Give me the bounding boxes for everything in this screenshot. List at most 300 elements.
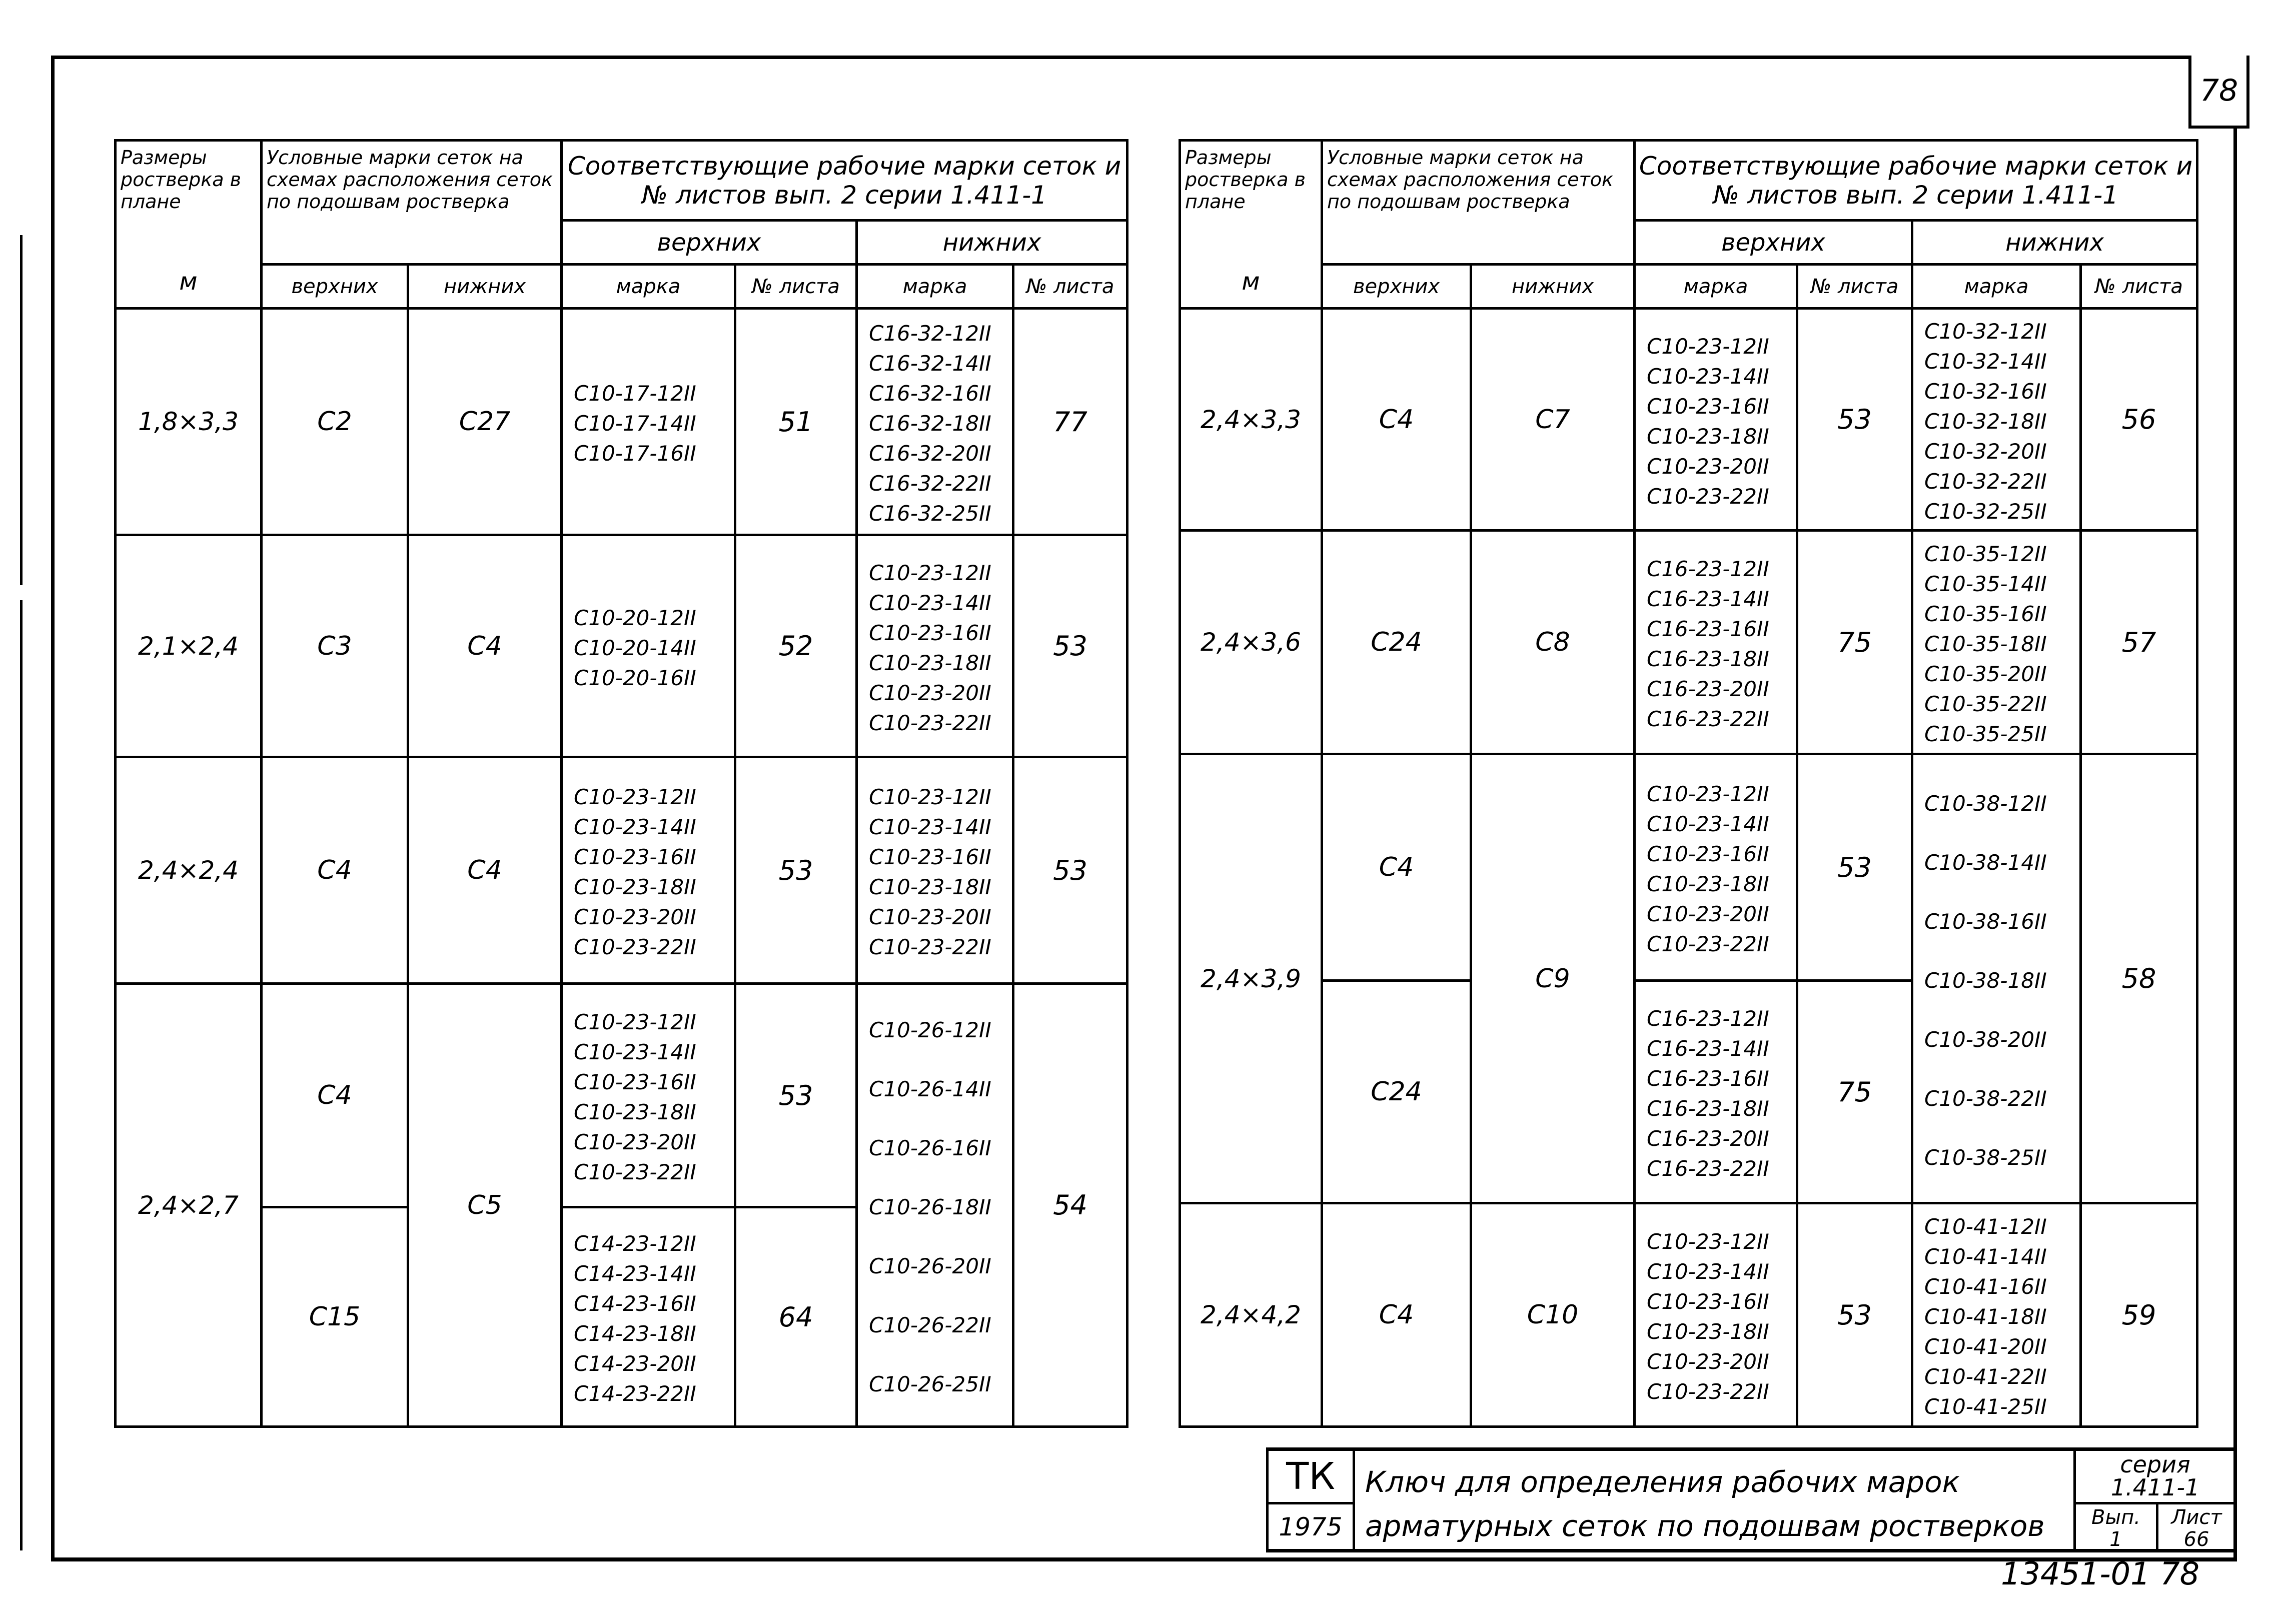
mark-item: С10-35-12II xyxy=(1924,542,2047,566)
upper-sheet: 53 xyxy=(1837,851,1872,883)
mark-list xyxy=(563,599,734,693)
lower-sheet-cell xyxy=(2081,754,2197,1203)
lower-sheet-cell xyxy=(1013,984,1127,1427)
lower-marks-cell xyxy=(857,757,1013,984)
mark-item: С10-23-20II xyxy=(574,1130,696,1154)
mark-list xyxy=(1636,775,1796,959)
size-cell xyxy=(116,309,262,535)
key-table-left xyxy=(114,139,1128,1428)
upper-sheet-cell xyxy=(1797,1203,1912,1427)
upper-code-cell xyxy=(1322,309,1471,531)
header-conditional-label: Условные марки сеток на схемах расположения сеток по подошвам ростверка xyxy=(1327,147,1613,213)
mark-item: С16-23-12II xyxy=(1647,1006,1769,1031)
lower-marks-cell xyxy=(857,984,1013,1427)
mark-item: С10-23-14II xyxy=(1647,812,1769,836)
mark-item: С10-23-22II xyxy=(574,935,696,959)
lower-sheet-cell xyxy=(1013,535,1127,757)
mark-item: С10-23-20II xyxy=(574,905,696,929)
mark-item: С10-23-22II xyxy=(1647,1379,1769,1404)
size-value: 2,4×2,4 xyxy=(138,856,239,885)
mark-item: С16-23-20II xyxy=(1647,1126,1769,1151)
header-working-label: Соответствующие рабочие марки сеток и № листов вып. 2 серии 1.411-1 xyxy=(567,151,1121,210)
mark-item: С10-20-12II xyxy=(574,605,696,630)
mark-item: С10-23-16II xyxy=(1647,1289,1769,1314)
mark-item: С10-41-12II xyxy=(1924,1214,2047,1239)
upper-marks-cell xyxy=(562,984,735,1207)
mark-item: С10-35-16II xyxy=(1924,602,2047,626)
header-size-unit: м xyxy=(179,268,198,296)
upper-code: С3 xyxy=(317,631,352,661)
mark-item: С10-23-20II xyxy=(1647,1349,1769,1374)
mark-item: С16-32-25II xyxy=(869,501,991,526)
header-upper-label: верхних xyxy=(657,228,761,257)
header-row xyxy=(116,141,1127,221)
mark-item: С10-38-12II xyxy=(1924,791,2047,816)
org-code: ТК xyxy=(1266,1451,1353,1502)
upper-sheet: 53 xyxy=(778,854,813,886)
mark-item: С16-23-22II xyxy=(1647,707,1769,731)
mark-item: С16-32-14II xyxy=(869,351,991,376)
mark-item: С10-23-16II xyxy=(869,620,991,645)
mark-item: С16-23-16II xyxy=(1647,617,1769,641)
mark-item: С10-23-14II xyxy=(574,815,696,839)
mark-item: С10-26-14II xyxy=(869,1076,991,1101)
mark-item: С10-41-22II xyxy=(1924,1364,2047,1389)
mark-list xyxy=(1636,1223,1796,1407)
lower-marks-cell xyxy=(857,535,1013,757)
upper-code-cell xyxy=(262,757,408,984)
mark-item: С10-23-22II xyxy=(869,935,991,959)
mark-item: С10-23-12II xyxy=(574,785,696,809)
header-working-lower xyxy=(1912,221,2197,265)
header-cond-upper xyxy=(262,265,408,309)
mark-item: С14-23-22II xyxy=(574,1381,696,1406)
mark-item: С16-32-20II xyxy=(869,441,991,466)
table-row xyxy=(116,309,1127,535)
header-cond-lower-label: нижних xyxy=(1511,275,1594,298)
size-cell xyxy=(1180,754,1322,1203)
mark-item: С10-23-16II xyxy=(869,845,991,869)
mark-item: С10-20-16II xyxy=(574,665,696,690)
mark-item: С10-23-12II xyxy=(1647,1229,1769,1254)
header-row xyxy=(1180,265,2197,309)
lower-marks-cell xyxy=(857,309,1013,535)
mark-item: С10-23-16II xyxy=(1647,394,1769,419)
title-line-1: Ключ для определения рабочих марок xyxy=(1365,1465,1960,1499)
mark-item: С10-38-14II xyxy=(1924,850,2047,875)
mark-list xyxy=(1913,1208,2079,1422)
header-upper-mark-label: марка xyxy=(1683,275,1748,298)
issue-label: Вып. xyxy=(2091,1506,2140,1529)
header-lower-sheet xyxy=(2081,265,2197,309)
header-size-unit: м xyxy=(1242,268,1260,296)
mark-item: С10-32-18II xyxy=(1924,409,2047,434)
mark-item: С10-23-18II xyxy=(1647,424,1769,449)
mark-item: С10-32-12II xyxy=(1924,319,2047,344)
header-working-upper xyxy=(562,221,857,265)
mark-item: С16-23-14II xyxy=(1647,587,1769,611)
size-cell xyxy=(116,757,262,984)
table-row xyxy=(116,535,1127,757)
upper-sheet: 64 xyxy=(778,1301,813,1333)
mark-item: С10-35-14II xyxy=(1924,572,2047,596)
lower-sheet: 77 xyxy=(1053,406,1087,438)
archive-code: 13451-01 78 xyxy=(2001,1555,2200,1592)
upper-sheet-cell xyxy=(735,984,857,1207)
mark-list xyxy=(1913,770,2079,1187)
mark-list xyxy=(858,554,1012,738)
series-cell xyxy=(2073,1451,2237,1502)
mark-item: С10-17-14II xyxy=(574,411,696,436)
mark-list xyxy=(563,375,734,469)
sheet-cell xyxy=(2156,1502,2237,1549)
header-lower-mark xyxy=(857,265,1013,309)
mark-item: С16-23-18II xyxy=(1647,647,1769,671)
lower-marks-cell xyxy=(1912,531,2081,754)
mark-item: С10-32-22II xyxy=(1924,469,2047,494)
upper-code-cell xyxy=(262,535,408,757)
size-cell xyxy=(116,535,262,757)
header-cond-lower xyxy=(408,265,562,309)
size-value: 2,4×3,3 xyxy=(1201,405,1301,434)
mark-item: С10-23-18II xyxy=(869,650,991,675)
upper-code: С4 xyxy=(1379,404,1414,435)
header-cond-lower-label: нижних xyxy=(443,275,526,298)
size-cell xyxy=(1180,309,1322,531)
mark-item: С10-23-20II xyxy=(869,680,991,705)
year: 1975 xyxy=(1266,1502,1353,1549)
sheet-value: 66 xyxy=(2183,1528,2209,1551)
upper-marks-cell xyxy=(562,535,735,757)
header-working xyxy=(1635,141,2197,221)
lower-code-cell xyxy=(408,535,562,757)
issue-value: 1 xyxy=(2109,1528,2122,1551)
lower-sheet: 59 xyxy=(2121,1299,2156,1331)
header-lower-mark-label: марка xyxy=(1964,275,2029,298)
lower-sheet: 54 xyxy=(1053,1189,1087,1221)
mark-item: С10-35-22II xyxy=(1924,692,2047,716)
lower-code: С4 xyxy=(467,631,502,661)
lower-code: С5 xyxy=(467,1190,502,1220)
header-upper-sheet-label: № листа xyxy=(1810,275,1899,298)
mark-item: С10-20-14II xyxy=(574,635,696,660)
lower-sheet-cell xyxy=(2081,309,2197,531)
mark-item: С10-23-22II xyxy=(1647,932,1769,956)
upper-sheet-cell xyxy=(735,535,857,757)
header-size xyxy=(116,141,262,309)
mark-item: С10-23-22II xyxy=(869,710,991,735)
lower-code-cell xyxy=(1471,309,1635,531)
table-row xyxy=(1180,754,2197,981)
lower-marks-cell xyxy=(1912,309,2081,531)
header-lower-label: нижних xyxy=(942,228,1041,257)
header-row xyxy=(1180,141,2197,221)
header-row xyxy=(116,265,1127,309)
lower-code-cell xyxy=(1471,754,1635,1203)
mark-item: С10-26-20II xyxy=(869,1253,991,1278)
lower-sheet-cell xyxy=(1013,757,1127,984)
upper-sheet-cell xyxy=(1797,531,1912,754)
lower-sheet-cell xyxy=(2081,531,2197,754)
mark-item: С10-26-18II xyxy=(869,1194,991,1219)
mark-item: С10-23-18II xyxy=(1647,872,1769,896)
upper-sheet: 51 xyxy=(778,406,813,438)
size-value: 1,8×3,3 xyxy=(138,407,239,436)
mark-item: С10-23-14II xyxy=(869,590,991,615)
table-row xyxy=(116,984,1127,1207)
mark-item: С10-35-18II xyxy=(1924,632,2047,656)
upper-code-cell xyxy=(262,984,408,1207)
page-number: 78 xyxy=(2188,56,2249,129)
mark-item: С10-32-16II xyxy=(1924,379,2047,404)
mark-item: С10-41-16II xyxy=(1924,1274,2047,1299)
mark-item: С16-23-14II xyxy=(1647,1036,1769,1061)
upper-sheet: 52 xyxy=(778,630,813,662)
mark-item: С10-41-14II xyxy=(1924,1244,2047,1269)
mark-item: С10-23-18II xyxy=(1647,1319,1769,1344)
mark-item: С10-17-16II xyxy=(574,441,696,466)
series-value: 1.411-1 xyxy=(2110,1474,2200,1501)
lower-code: С9 xyxy=(1535,963,1570,994)
mark-item: С10-23-14II xyxy=(1647,364,1769,389)
mark-item: С10-38-18II xyxy=(1924,968,2047,993)
upper-sheet-cell xyxy=(1797,309,1912,531)
mark-item: С10-38-25II xyxy=(1924,1145,2047,1170)
mark-item: С10-32-20II xyxy=(1924,439,2047,464)
title-line-2: арматурных сеток по подошвам ростверков xyxy=(1365,1509,2045,1543)
mark-item: С10-23-12II xyxy=(1647,782,1769,806)
mark-item: С10-38-22II xyxy=(1924,1086,2047,1111)
key-table-right xyxy=(1179,139,2198,1428)
header-upper-mark xyxy=(562,265,735,309)
mark-item: С16-32-18II xyxy=(869,411,991,436)
upper-marks-cell xyxy=(1635,531,1797,754)
header-lower-sheet xyxy=(1013,265,1127,309)
lower-code: С7 xyxy=(1535,404,1570,435)
upper-code: С4 xyxy=(317,855,352,885)
upper-code-cell xyxy=(1322,754,1471,981)
mark-item: С14-23-18II xyxy=(574,1321,696,1346)
upper-marks-cell xyxy=(1635,981,1797,1203)
mark-item: С10-26-22II xyxy=(869,1312,991,1337)
upper-sheet-cell xyxy=(1797,981,1912,1203)
lower-sheet: 57 xyxy=(2121,626,2156,658)
upper-code-cell xyxy=(262,1207,408,1427)
header-size-label: Размеры ростверка в плане xyxy=(1185,147,1306,213)
mark-item: С16-23-16II xyxy=(1647,1066,1769,1091)
header-upper-mark xyxy=(1635,265,1797,309)
upper-code-cell xyxy=(1322,981,1471,1203)
mark-item: С10-23-22II xyxy=(1647,484,1769,509)
upper-code: С24 xyxy=(1371,627,1422,657)
upper-code: С15 xyxy=(309,1302,361,1332)
lower-marks-cell xyxy=(1912,1203,2081,1427)
issue-cell xyxy=(2073,1502,2156,1549)
mark-item: С10-23-20II xyxy=(869,905,991,929)
header-upper-mark-label: марка xyxy=(616,275,681,298)
mark-item: С10-41-20II xyxy=(1924,1334,2047,1359)
header-conditional-label: Условные марки сеток на схемах расположения сеток по подошвам ростверка xyxy=(267,147,553,213)
series-label: серия xyxy=(2120,1451,2190,1478)
lower-code-cell xyxy=(1471,1203,1635,1427)
mark-item: С14-23-16II xyxy=(574,1291,696,1316)
table-header xyxy=(116,141,1127,309)
upper-code: С24 xyxy=(1371,1077,1422,1107)
mark-item: С10-23-20II xyxy=(1647,454,1769,479)
upper-marks-cell xyxy=(562,757,735,984)
mark-item: С10-26-16II xyxy=(869,1135,991,1160)
header-conditional xyxy=(1322,141,1635,265)
header-lower-sheet-label: № листа xyxy=(2095,275,2183,298)
margin-line xyxy=(20,600,23,1550)
mark-item: С16-23-12II xyxy=(1647,557,1769,581)
lower-code: С27 xyxy=(459,407,511,437)
upper-sheet-cell xyxy=(735,757,857,984)
header-cond-upper-label: верхних xyxy=(291,275,378,298)
header-upper-sheet xyxy=(735,265,857,309)
header-lower-mark xyxy=(1912,265,2081,309)
upper-sheet: 53 xyxy=(778,1079,813,1111)
lower-code: С10 xyxy=(1527,1300,1579,1330)
header-conditional xyxy=(262,141,562,265)
mark-item: С10-23-12II xyxy=(869,785,991,809)
mark-item: С10-35-20II xyxy=(1924,662,2047,686)
mark-item: С10-23-18II xyxy=(574,1100,696,1124)
lower-code-cell xyxy=(408,757,562,984)
upper-code-cell xyxy=(1322,1203,1471,1427)
mark-item: С10-23-16II xyxy=(574,845,696,869)
mark-item: С10-41-18II xyxy=(1924,1304,2047,1329)
table-row xyxy=(116,757,1127,984)
upper-marks-cell xyxy=(562,1207,735,1427)
header-working-lower xyxy=(857,221,1127,265)
upper-code-cell xyxy=(262,309,408,535)
lower-sheet-cell xyxy=(2081,1203,2197,1427)
mark-item: С10-23-12II xyxy=(1647,334,1769,359)
mark-item: С16-23-18II xyxy=(1647,1096,1769,1121)
mark-list xyxy=(858,778,1012,962)
upper-marks-cell xyxy=(1635,1203,1797,1427)
table-row xyxy=(1180,531,2197,754)
mark-list xyxy=(1636,550,1796,734)
mark-item: С10-38-20II xyxy=(1924,1027,2047,1052)
lower-sheet: 56 xyxy=(2121,404,2156,435)
table-header xyxy=(1180,141,2197,309)
upper-code: С4 xyxy=(1379,852,1414,882)
header-working xyxy=(562,141,1127,221)
mark-item: С10-23-18II xyxy=(869,875,991,899)
mark-list xyxy=(1913,313,2079,527)
header-upper-sheet xyxy=(1797,265,1912,309)
lower-code-cell xyxy=(408,309,562,535)
lower-marks-cell xyxy=(1912,754,2081,1203)
mark-item: С16-23-22II xyxy=(1647,1156,1769,1181)
upper-marks-cell xyxy=(1635,754,1797,981)
upper-marks-cell xyxy=(562,309,735,535)
header-cond-upper-label: верхних xyxy=(1353,275,1440,298)
upper-code: С4 xyxy=(1379,1300,1414,1330)
mark-item: С10-32-25II xyxy=(1924,499,2047,524)
size-value: 2,4×3,6 xyxy=(1201,628,1301,657)
mark-list xyxy=(858,315,1012,529)
upper-sheet: 53 xyxy=(1837,404,1872,435)
mark-item: С10-26-12II xyxy=(869,1017,991,1042)
mark-item: С10-41-25II xyxy=(1924,1394,2047,1419)
lower-code: С4 xyxy=(467,855,502,885)
mark-item: С10-35-25II xyxy=(1924,722,2047,746)
title-block xyxy=(1266,1447,2237,1552)
header-lower-label: нижних xyxy=(2005,228,2104,257)
table-row xyxy=(1180,1203,2197,1427)
lower-sheet-cell xyxy=(1013,309,1127,535)
header-cond-upper xyxy=(1322,265,1471,309)
mark-list xyxy=(563,778,734,962)
upper-marks-cell xyxy=(1635,309,1797,531)
mark-item: С10-23-12II xyxy=(869,560,991,585)
header-working-label: Соответствующие рабочие марки сеток и № листов вып. 2 серии 1.411-1 xyxy=(1639,151,2193,210)
mark-item: С14-23-20II xyxy=(574,1351,696,1376)
header-size-label: Размеры ростверка в плане xyxy=(121,147,242,213)
size-cell xyxy=(1180,531,1322,754)
mark-item: С16-32-22II xyxy=(869,471,991,496)
mark-item: С10-23-16II xyxy=(574,1070,696,1094)
mark-item: С16-32-16II xyxy=(869,381,991,406)
upper-code: С4 xyxy=(317,1080,352,1110)
sheet-label: Лист xyxy=(2171,1506,2222,1529)
mark-item: С14-23-14II xyxy=(574,1261,696,1286)
size-value: 2,1×2,4 xyxy=(138,631,239,661)
lower-sheet: 53 xyxy=(1053,854,1087,886)
mark-item: С10-23-22II xyxy=(574,1160,696,1184)
size-cell xyxy=(1180,1203,1322,1427)
mark-list xyxy=(563,1003,734,1187)
upper-sheet: 75 xyxy=(1837,626,1872,658)
mark-item: С10-23-20II xyxy=(1647,902,1769,926)
upper-sheet-cell xyxy=(735,309,857,535)
upper-sheet: 53 xyxy=(1837,1299,1872,1331)
mark-item: С16-32-12II xyxy=(869,321,991,346)
header-upper-sheet-label: № листа xyxy=(752,275,840,298)
mark-list xyxy=(1913,535,2079,749)
upper-sheet: 75 xyxy=(1837,1076,1872,1108)
mark-item: С14-23-12II xyxy=(574,1231,696,1256)
upper-code-cell xyxy=(1322,531,1471,754)
margin-line xyxy=(20,235,23,585)
mark-item: С10-17-12II xyxy=(574,381,696,406)
table-body xyxy=(1180,309,2197,1427)
mark-item: С10-23-14II xyxy=(574,1040,696,1064)
upper-sheet-cell xyxy=(735,1207,857,1427)
mark-item: С10-23-18II xyxy=(574,875,696,899)
header-upper-label: верхних xyxy=(1721,228,1825,257)
lower-code-cell xyxy=(1471,531,1635,754)
mark-list xyxy=(563,1225,734,1409)
mark-list xyxy=(1636,328,1796,512)
header-lower-mark-label: марка xyxy=(902,275,967,298)
upper-code: С2 xyxy=(317,407,352,437)
mark-item: С16-23-20II xyxy=(1647,677,1769,701)
mark-item: С10-38-16II xyxy=(1924,909,2047,934)
size-cell xyxy=(116,984,262,1427)
header-working-upper xyxy=(1635,221,1912,265)
size-value: 2,4×2,7 xyxy=(138,1190,239,1220)
mark-item: С10-32-14II xyxy=(1924,349,2047,374)
lower-code: С8 xyxy=(1535,627,1570,657)
drawing-title xyxy=(1353,1451,2073,1549)
upper-sheet-cell xyxy=(1797,754,1912,981)
table-row xyxy=(1180,309,2197,531)
header-lower-sheet-label: № листа xyxy=(1026,275,1114,298)
